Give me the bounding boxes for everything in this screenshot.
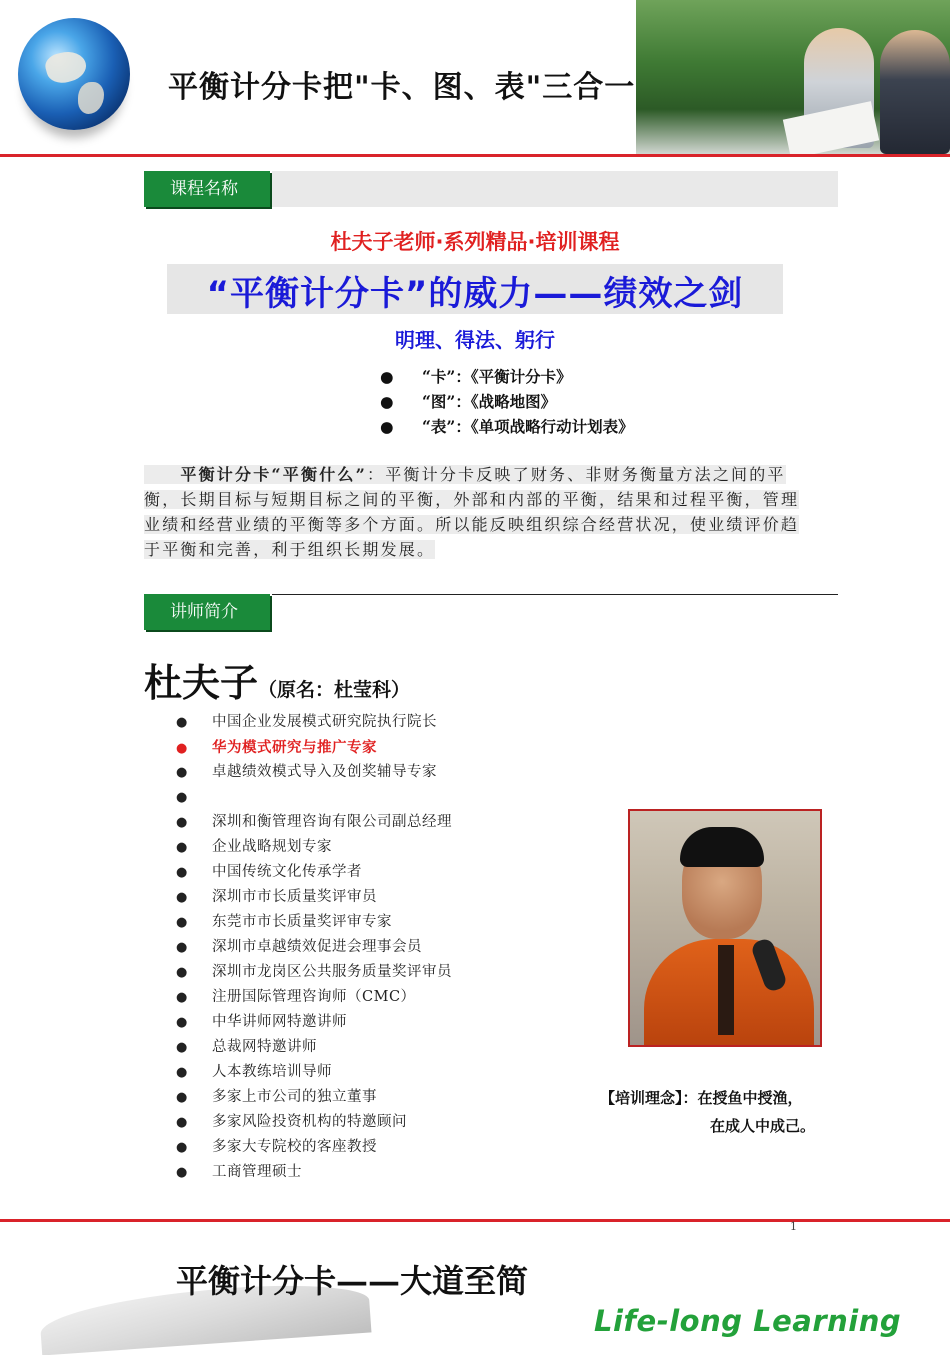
instructor-name: 杜夫子（原名：杜莹科）	[144, 661, 411, 705]
bullet: ●	[176, 840, 188, 855]
bio-item: ● 深圳市龙岗区公共服务质量奖评审员	[176, 960, 452, 985]
bullet: ●	[380, 392, 394, 411]
instructor-photo	[628, 809, 822, 1047]
bullet: ●	[380, 417, 394, 436]
course-description	[144, 462, 806, 562]
instructor-bio-list	[176, 710, 452, 1185]
training-motto	[600, 1084, 815, 1140]
bio-item: ● 深圳市卓越绩效促进会理事会员	[176, 935, 452, 960]
bio-item: ● 卓越绩效模式导入及创奖辅导专家	[176, 760, 452, 785]
bullet: ●	[176, 1065, 188, 1080]
header-title: 平衡计分卡把"卡、图、表"三合一	[168, 70, 636, 105]
list-item: ● “卡”：《平衡计分卡》	[380, 364, 634, 389]
description-lead: 平衡计分卡“平衡什么”	[180, 465, 368, 484]
course-section-label: 课程名称	[144, 171, 270, 207]
bio-item: ● 东莞市市长质量奖评审专家	[176, 910, 452, 935]
bullet: ●	[176, 1040, 188, 1055]
list-item: ● “图”：《战略地图》	[380, 389, 634, 414]
description-body: ：平衡计分卡反映了财务、非财务衡量方法之间的平衡，长期目标与短期目标之间的平衡，外部和内部的平衡，结果和过程平衡，管理业绩和经营业绩的平衡等多个方面。所以能反映组织综合经营状况，使业绩评价趋于平衡和完善，利于组织长期发展。	[144, 465, 800, 559]
course-subtitle: 杜夫子老师·系列精品·培训课程	[330, 230, 620, 254]
bio-item: ● 总裁网特邀讲师	[176, 1035, 452, 1060]
header-divider	[0, 154, 950, 157]
bullet: ●	[176, 940, 188, 955]
globe-logo	[18, 18, 130, 130]
bullet: ●	[176, 990, 188, 1005]
bullet: ●	[176, 815, 188, 830]
page-number: 1	[790, 1220, 797, 1233]
bullet: ●	[176, 865, 188, 880]
bio-item: ● 中国企业发展模式研究院执行院长	[176, 710, 452, 735]
instructor-alias: （原名：杜莹科）	[258, 679, 411, 701]
bio-item: ● 中国传统文化传承学者	[176, 860, 452, 885]
bio-item: ● 注册国际管理咨询师（CMC）	[176, 985, 452, 1010]
footer-divider	[0, 1219, 950, 1222]
course-items-list	[380, 364, 634, 439]
bullet: ●	[176, 790, 188, 805]
list-item: ● “表”：《单项战略行动计划表》	[380, 414, 634, 439]
bio-item: ● 企业战略规划专家	[176, 835, 452, 860]
bullet: ●	[176, 1115, 188, 1130]
bullet: ●	[176, 915, 188, 930]
footer-title: 平衡计分卡——大道至简	[176, 1262, 529, 1300]
bullet: ●	[176, 765, 188, 780]
bio-item: ● 深圳和衡管理咨询有限公司副总经理	[176, 810, 452, 835]
bio-item: ● 人本教练培训导师	[176, 1060, 452, 1085]
course-title: “平衡计分卡”的威力——绩效之剑	[206, 274, 744, 314]
bullet: ●	[176, 890, 188, 905]
motto-line-2: 在成人中成己。	[710, 1117, 816, 1135]
bullet: ●	[176, 1140, 188, 1155]
bio-item: ● 多家风险投资机构的特邀顾问	[176, 1110, 452, 1135]
bullet: ●	[176, 965, 188, 980]
motto-line-1: 【培训理念】：在授鱼中授渔，	[600, 1089, 803, 1107]
bullet: ●	[176, 1165, 188, 1180]
course-tagline: 明理、得法、躬行	[395, 328, 555, 352]
bullet: ●	[176, 715, 188, 730]
bullet: ●	[176, 1090, 188, 1105]
bio-item: ● 中华讲师网特邀讲师	[176, 1010, 452, 1035]
bio-item: ● 多家上市公司的独立董事	[176, 1085, 452, 1110]
bio-item: ● 工商管理硕士	[176, 1160, 452, 1185]
bio-item	[176, 785, 452, 810]
header-photo	[636, 0, 950, 156]
bullet: ●	[176, 741, 188, 756]
instructor-section-label: 讲师简介	[144, 594, 270, 630]
bio-item: ● 华为模式研究与推广专家	[176, 735, 452, 760]
footer-slogan: Life-long Learning	[594, 1304, 902, 1338]
bio-item: ● 多家大专院校的客座教授	[176, 1135, 452, 1160]
bullet: ●	[176, 1015, 188, 1030]
bullet: ●	[380, 367, 394, 386]
bio-item: ● 深圳市市长质量奖评审员	[176, 885, 452, 910]
